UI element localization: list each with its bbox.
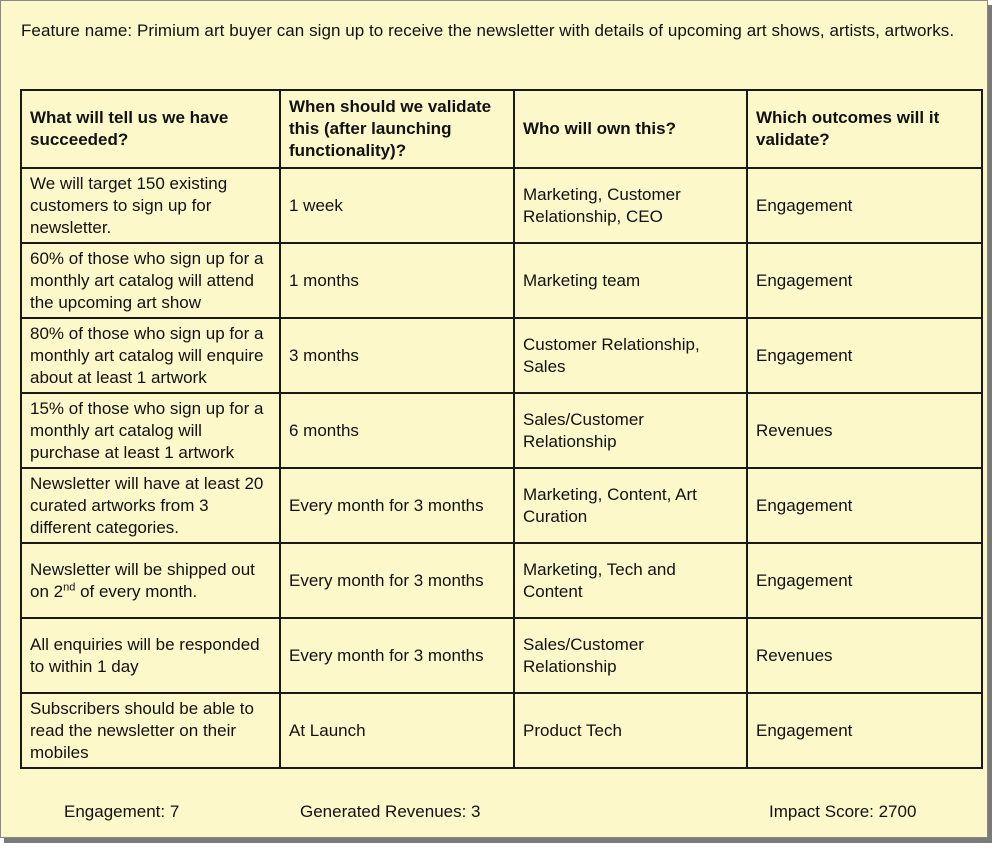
table-row (21, 393, 982, 468)
cell-outcome: Engagement (747, 693, 982, 768)
cell-when: Every month for 3 months (280, 618, 514, 693)
cell-outcome: Engagement (747, 468, 982, 543)
cell-metric: 80% of those who sign up for a monthly art catalog will enquire about at least 1 artwork (21, 318, 280, 393)
cell-outcome: Engagement (747, 168, 982, 243)
cell-owner: Marketing team (514, 243, 747, 318)
cell-owner: Sales/Customer Relationship (514, 393, 747, 468)
cell-outcome: Engagement (747, 243, 982, 318)
cell-metric: We will target 150 existing customers to sign up for newsletter. (21, 168, 280, 243)
cell-outcome: Engagement (747, 318, 982, 393)
table-row (21, 243, 982, 318)
table-row (21, 618, 982, 693)
header-success-criteria: What will tell us we have succeeded? (21, 90, 280, 168)
cell-outcome: Revenues (747, 393, 982, 468)
cell-outcome: Engagement (747, 543, 982, 618)
impact-score: Impact Score: 2700 (769, 802, 917, 821)
cell-owner: Sales/Customer Relationship (514, 618, 747, 693)
table-row (21, 318, 982, 393)
feature-name: Feature name: Primium art buyer can sign up to receive the newsletter with details of upcoming art shows, artists, artworks. (21, 21, 955, 40)
cell-when: 6 months (280, 393, 514, 468)
revenues-score: Generated Revenues: 3 (300, 802, 481, 821)
engagement-score: Engagement: 7 (64, 802, 180, 821)
cell-when: At Launch (280, 693, 514, 768)
cell-when: 1 week (280, 168, 514, 243)
header-owner: Who will own this? (514, 90, 747, 168)
table-row (21, 468, 982, 543)
cell-owner: Marketing, Content, Art Curation (514, 468, 747, 543)
cell-metric (21, 543, 280, 618)
cell-metric: Subscribers should be able to read the newsletter on their mobiles (21, 693, 280, 768)
cell-when: 1 months (280, 243, 514, 318)
validation-table (20, 89, 983, 769)
cell-metric: Newsletter will have at least 20 curated artworks from 3 different categories. (21, 468, 280, 543)
table-row (21, 168, 982, 243)
cell-metric-text: Newsletter will be shipped out on 2 (30, 559, 255, 601)
cell-metric: 15% of those who sign up for a monthly art catalog will purchase at least 1 artwork (21, 393, 280, 468)
cell-when: Every month for 3 months (280, 468, 514, 543)
cell-outcome: Revenues (747, 618, 982, 693)
table-row (21, 693, 982, 768)
cell-when: 3 months (280, 318, 514, 393)
cell-metric-text-end: of every month. (75, 581, 198, 601)
cell-when: Every month for 3 months (280, 543, 514, 618)
cell-owner: Marketing, Customer Relationship, CEO (514, 168, 747, 243)
cell-metric: 60% of those who sign up for a monthly art catalog will attend the upcoming art show (21, 243, 280, 318)
header-when-validate: When should we validate this (after launching functionality)? (280, 90, 514, 168)
ordinal-suffix: nd (63, 580, 76, 593)
cell-owner: Product Tech (514, 693, 747, 768)
table-header-row (21, 90, 982, 168)
cell-owner: Customer Relationship, Sales (514, 318, 747, 393)
cell-owner: Marketing, Tech and Content (514, 543, 747, 618)
cell-metric: All enquiries will be responded to within 1 day (21, 618, 280, 693)
header-outcomes: Which outcomes will it validate? (747, 90, 982, 168)
table-row (21, 543, 982, 618)
